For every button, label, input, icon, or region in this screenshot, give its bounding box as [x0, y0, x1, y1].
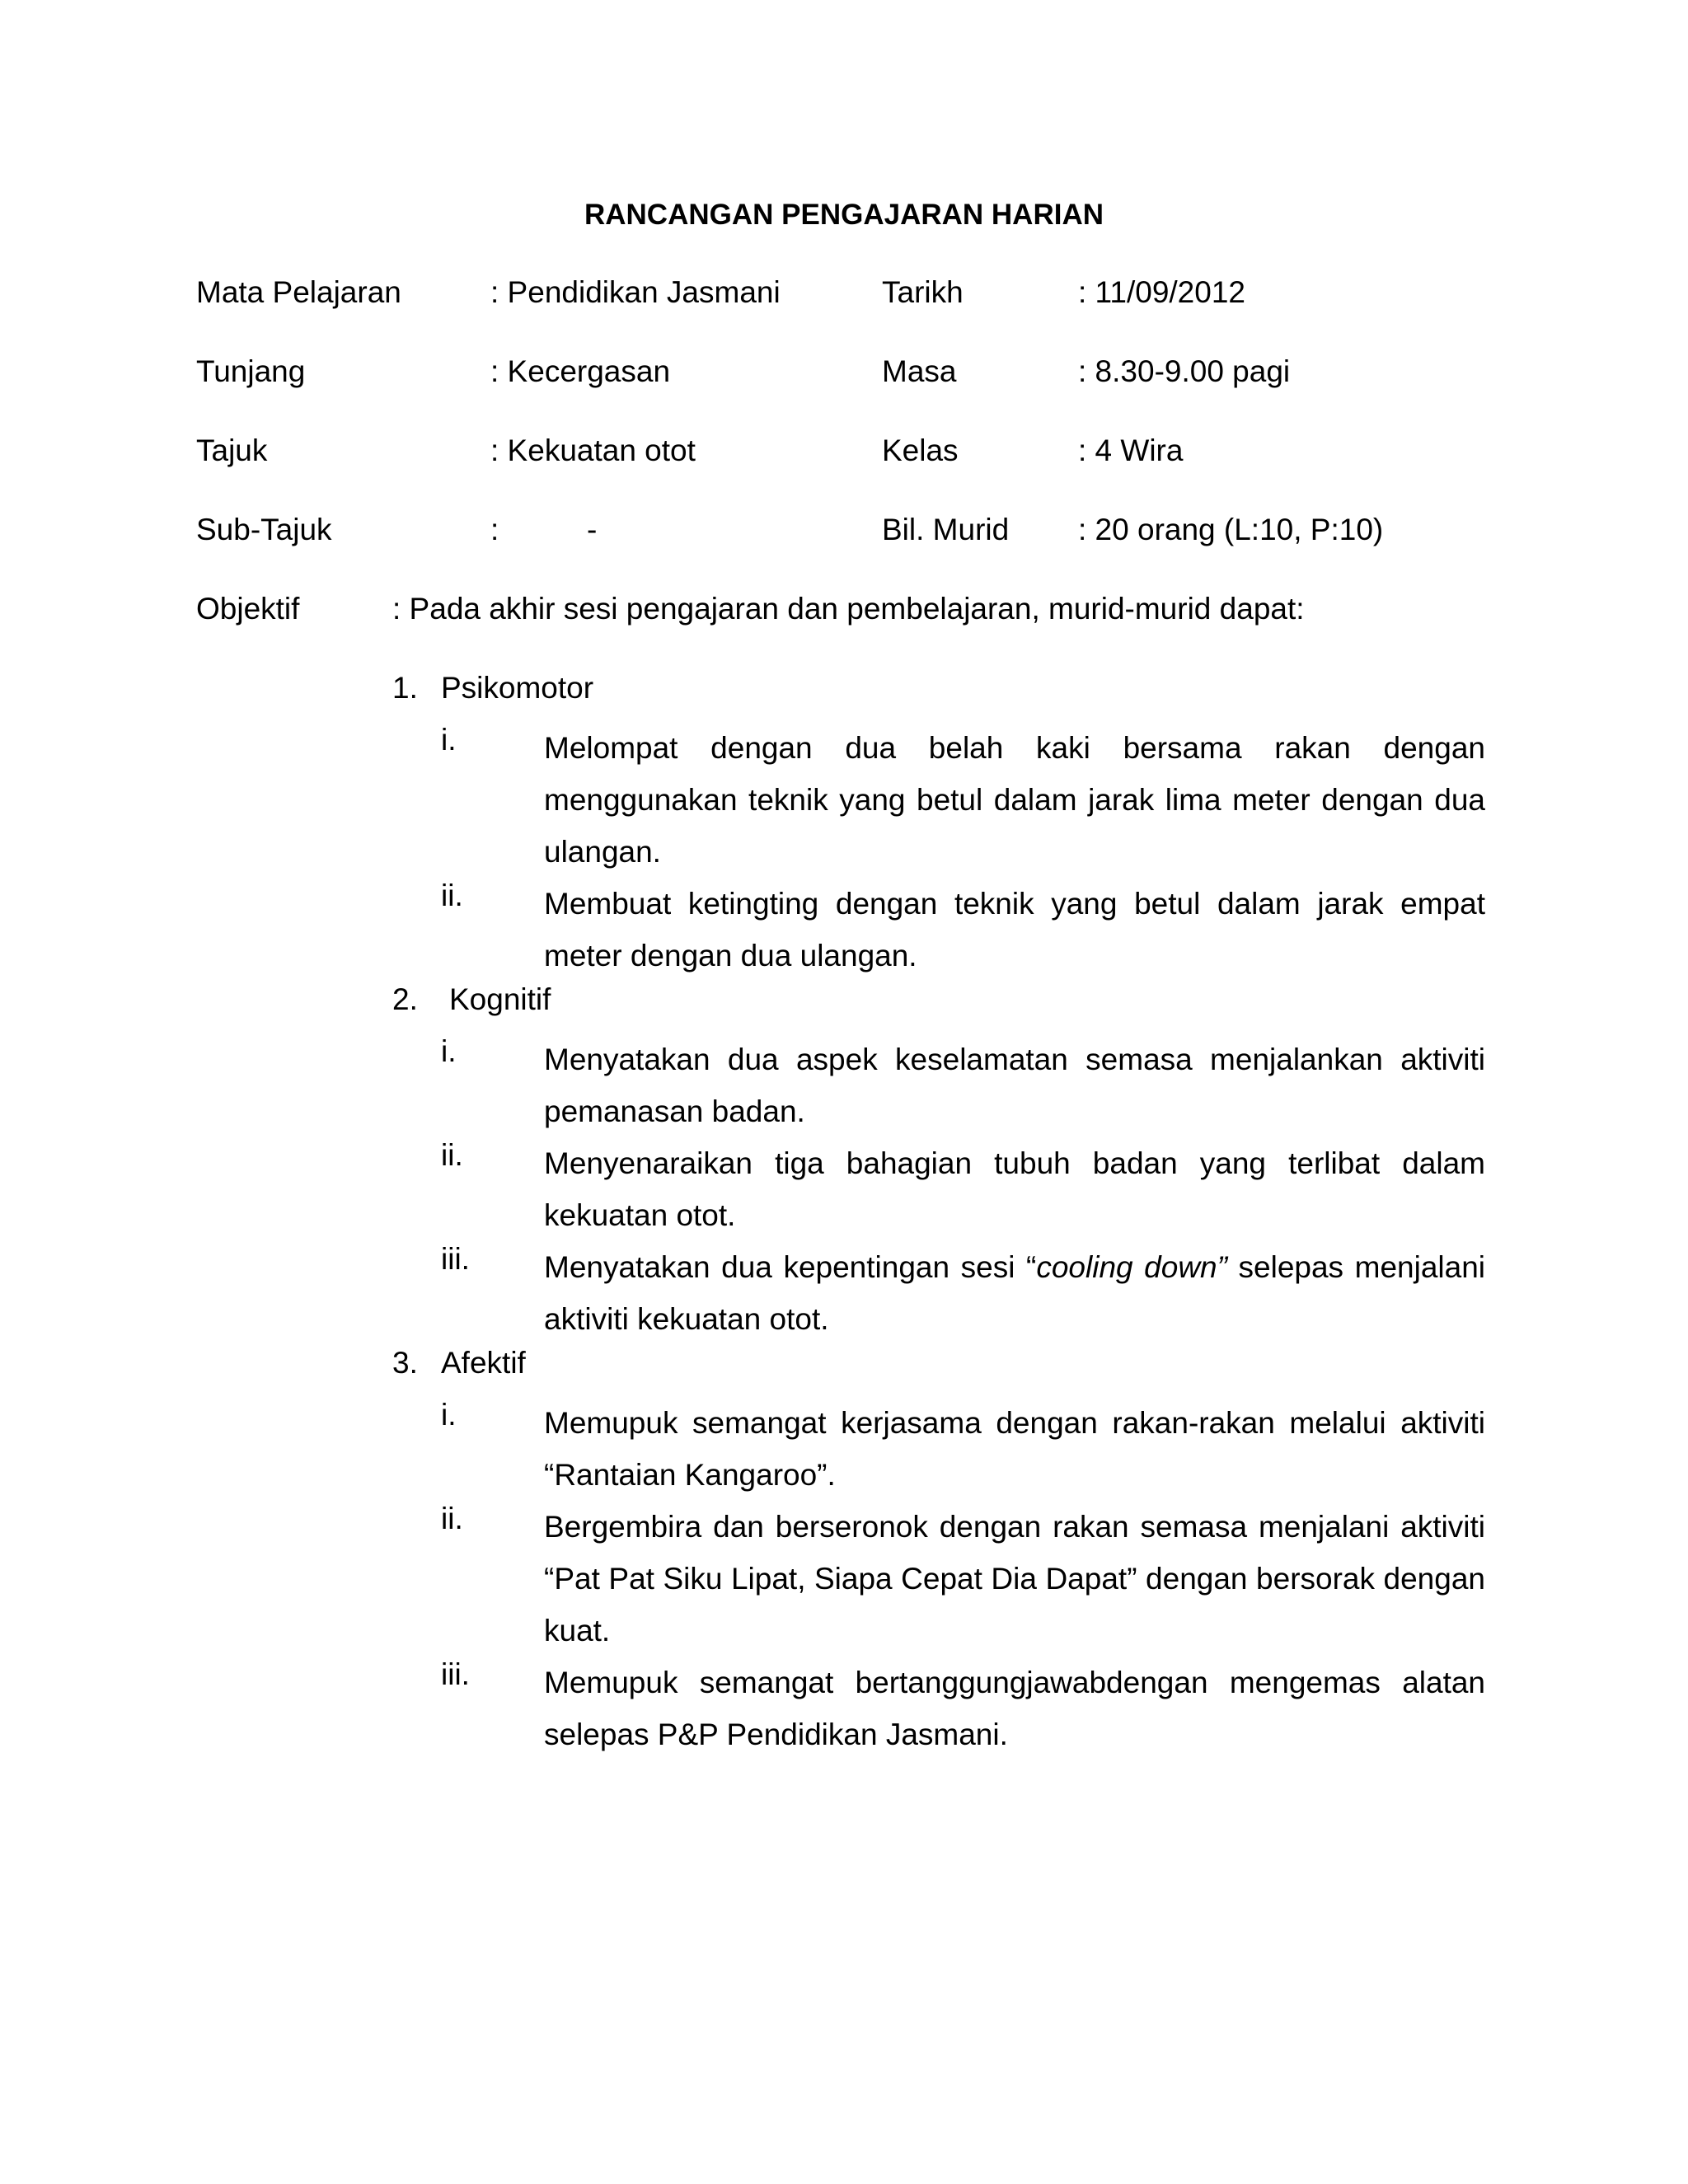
section-number: 2. — [392, 982, 418, 1016]
value-tajuk: : Kekuatan otot — [490, 434, 696, 467]
list-item — [544, 1241, 1485, 1345]
value-mata-pelajaran: : Pendidikan Jasmani — [490, 275, 781, 309]
value-sub-tajuk: - — [587, 513, 598, 546]
list-item: Melompat dengan dua belah kaki bersama rakan dengan menggunakan teknik yang betul dalam jarak lima meter dengan dua ulangan. — [544, 731, 1485, 869]
item-number: i. — [441, 1034, 457, 1068]
page-title: RANCANGAN PENGAJARAN HARIAN — [584, 199, 1104, 231]
list-item: Memupuk semangat kerjasama dengan rakan-rakan melalui aktiviti “Rantaian Kangaroo”. — [544, 1406, 1485, 1492]
label-sub-tajuk: Sub-Tajuk — [196, 513, 332, 546]
section-number: 3. — [392, 1346, 418, 1380]
value-kelas: : 4 Wira — [1078, 434, 1184, 467]
item-number: i. — [441, 1398, 457, 1432]
list-item: Memupuk semangat bertanggungjawabdengan mengemas alatan selepas P&P Pendidikan Jasmani. — [544, 1666, 1485, 1751]
value-masa: : 8.30-9.00 pagi — [1078, 354, 1291, 388]
item-text-before: Menyatakan dua kepentingan sesi “ — [544, 1250, 1037, 1284]
item-number: iii. — [441, 1657, 470, 1691]
label-tarikh: Tarikh — [882, 275, 964, 309]
section-heading-afektif: Afektif — [441, 1346, 526, 1380]
item-text-italic: cooling down” — [1036, 1250, 1227, 1284]
list-item: Menyatakan dua aspek keselamatan semasa menjalankan aktiviti pemanasan badan. — [544, 1043, 1485, 1128]
item-text-after: selepas menjalani aktiviti kekuatan otot. — [544, 1250, 1485, 1336]
item-number: ii. — [441, 879, 463, 912]
colon-sub-tajuk: : — [490, 513, 499, 546]
section-number: 1. — [392, 671, 418, 705]
label-kelas: Kelas — [882, 434, 959, 467]
label-masa: Masa — [882, 354, 957, 388]
objektif-intro: : Pada akhir sesi pengajaran dan pembelajaran, murid-murid dapat: — [392, 592, 1305, 626]
label-objektif: Objektif — [196, 592, 300, 626]
label-tajuk: Tajuk — [196, 434, 268, 467]
list-item: Menyenaraikan tiga bahagian tubuh badan yang terlibat dalam kekuatan otot. — [544, 1146, 1485, 1232]
label-tunjang: Tunjang — [196, 354, 306, 388]
item-number: ii. — [441, 1502, 463, 1535]
section-heading-psikomotor: Psikomotor — [441, 671, 594, 705]
item-number: ii. — [441, 1138, 463, 1172]
label-bil-murid: Bil. Murid — [882, 513, 1010, 546]
list-item: Membuat ketingting dengan teknik yang betul dalam jarak empat meter dengan dua ulangan. — [544, 887, 1485, 972]
section-heading-kognitif: Kognitif — [449, 982, 551, 1016]
item-number: iii. — [441, 1242, 470, 1276]
value-bil-murid: : 20 orang (L:10, P:10) — [1078, 513, 1384, 546]
value-tarikh: : 11/09/2012 — [1078, 275, 1245, 309]
label-mata-pelajaran: Mata Pelajaran — [196, 275, 401, 309]
value-tunjang: : Kecergasan — [490, 354, 671, 388]
item-number: i. — [441, 723, 457, 757]
list-item: Bergembira dan berseronok dengan rakan semasa menjalani aktiviti “Pat Pat Siku Lipat, Siapa Cepat Dia Dapat” dengan bersorak dengan kuat. — [544, 1510, 1485, 1647]
